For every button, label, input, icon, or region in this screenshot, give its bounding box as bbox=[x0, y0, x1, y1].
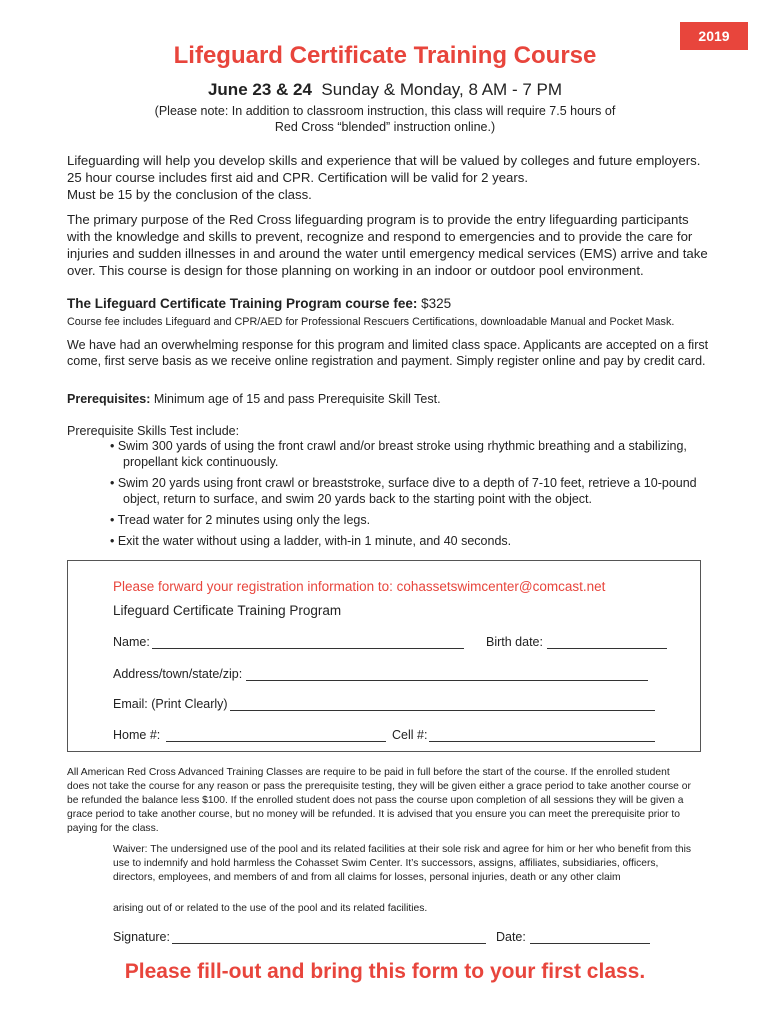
dates-schedule: Sunday & Monday, 8 AM - 7 PM bbox=[321, 80, 563, 99]
email-label: Email: (Print Clearly) bbox=[113, 697, 228, 711]
signature-line[interactable] bbox=[172, 931, 486, 944]
forward-email-note: Please forward your registration information to: cohassetswimcenter@comcast.net bbox=[113, 579, 606, 594]
address-label: Address/town/state/zip: bbox=[113, 667, 243, 681]
prerequisites bbox=[67, 392, 441, 406]
home-phone-label: Home #: bbox=[113, 728, 161, 742]
name-label: Name: bbox=[113, 635, 150, 649]
prerequisites-label: Prerequisites: bbox=[67, 392, 151, 406]
prerequisites-text: Minimum age of 15 and pass Prerequisite Skill Test. bbox=[153, 392, 441, 406]
home-phone-line[interactable] bbox=[166, 729, 386, 742]
list-item: • Swim 300 yards of using the front crawl and/or breast stroke using rhythmic breathing and a stabilizing, propellant kick continuously. bbox=[110, 439, 687, 469]
blended-note: (Please note: In addition to classroom instruction, this class will require 7.5 hours of Red Cross “blended” instruction online.) bbox=[154, 104, 616, 134]
address-field[interactable] bbox=[113, 667, 648, 681]
cell-phone-line[interactable] bbox=[429, 729, 655, 742]
birth-date-field[interactable] bbox=[486, 635, 667, 649]
intro-paragraph-2: The primary purpose of the Red Cross lifeguarding program is to provide the entry lifeguarding participants with the knowledge and skills to prevent, recognize and respond to emergencies and to provide the care for injuries and sudden illnesses in and around the water until emergency medical services (EMS) arrive and take over. This course is design for those planning on working in an indoor or outdoor pool environment. bbox=[67, 212, 708, 278]
course-dates bbox=[0, 80, 770, 100]
email-line[interactable] bbox=[230, 698, 655, 711]
dates-bold: June 23 & 24 bbox=[207, 80, 312, 99]
cell-phone-label: Cell #: bbox=[392, 728, 428, 742]
list-item: • Exit the water without using a ladder, with-in 1 minute, and 40 seconds. bbox=[110, 534, 512, 548]
list-item: • Tread water for 2 minutes using only the legs. bbox=[110, 513, 371, 527]
name-line[interactable] bbox=[152, 636, 464, 649]
waiver-text: Waiver: The undersigned use of the pool and its related facilities at their sole risk and agree for him or her who benefit from this use to indemnify and hold harmless the Cohasset Swim Center. It’s successors, assigns, affiliates, subsidiaries, officers, directors, employees, and members of and from all claims for losses, personal injuries, death or any other claim bbox=[113, 844, 692, 883]
list-item: • Swim 20 yards using front crawl or breaststroke, surface dive to a depth of 7-10 feet, retrieve a 10-pound object, return to surface, and swim 20 yards back to the starting point with the object. bbox=[110, 476, 697, 506]
home-phone-field[interactable] bbox=[113, 728, 386, 742]
footer-instruction: Please fill-out and bring this form to your first class. bbox=[124, 960, 646, 983]
date-label: Date: bbox=[495, 930, 526, 944]
name-field[interactable] bbox=[113, 635, 464, 649]
fee-amount: $325 bbox=[421, 296, 452, 311]
skills-list bbox=[110, 438, 710, 554]
fee-heading bbox=[67, 296, 451, 311]
intro-text: Lifeguarding will help you develop skills and experience that will be valued by colleges and future employers. 25 hour course includes first aid and CPR. Certification will be valid for 2 years. bbox=[67, 153, 701, 185]
birth-date-label: Birth date: bbox=[486, 635, 543, 649]
age-requirement: Must be 15 by the conclusion of the class. bbox=[67, 187, 312, 202]
year-badge: 2019 bbox=[680, 22, 748, 50]
address-line[interactable] bbox=[246, 668, 648, 681]
date-line[interactable] bbox=[530, 931, 650, 944]
cell-phone-field[interactable] bbox=[392, 728, 655, 742]
birth-date-line[interactable] bbox=[547, 636, 667, 649]
payment-policy: All American Red Cross Advanced Training Classes are require to be paid in full before the start of the course. If the enrolled student does not take the course for any reason or pass the prerequisite testing, they will be given either a grace period to take another course or be refunded the balance less $100. If the enrolled student does not pass the course upon completion of all sessions they will be given a grace period to take another course, but no money will be refunded. It is advised that you ensure you can meet the prerequisite prior to paying for the class. bbox=[67, 767, 691, 834]
skills-heading: Prerequisite Skills Test include: bbox=[67, 424, 240, 438]
email-field[interactable] bbox=[113, 697, 655, 711]
intro-paragraph-1 bbox=[67, 152, 712, 203]
fee-label: The Lifeguard Certificate Training Program course fee: bbox=[67, 296, 418, 311]
registration-form bbox=[67, 560, 701, 752]
signature-row bbox=[113, 930, 650, 944]
response-paragraph: We have had an overwhelming response for this program and limited class space. Applicants are accepted on a first come, first serve basis as we receive online registration and payment. Simply register online and pay by credit card. bbox=[67, 338, 709, 368]
page-title: Lifeguard Certificate Training Course bbox=[173, 42, 597, 69]
fee-note: Course fee includes Lifeguard and CPR/AED for Professional Rescuers Certifications, downloadable Manual and Pocket Mask. bbox=[67, 316, 675, 328]
waiver-text-continued: arising out of or related to the use of the pool and its related facilities. bbox=[113, 903, 428, 914]
signature-label: Signature: bbox=[113, 930, 170, 944]
form-program-title: Lifeguard Certificate Training Program bbox=[113, 603, 342, 618]
